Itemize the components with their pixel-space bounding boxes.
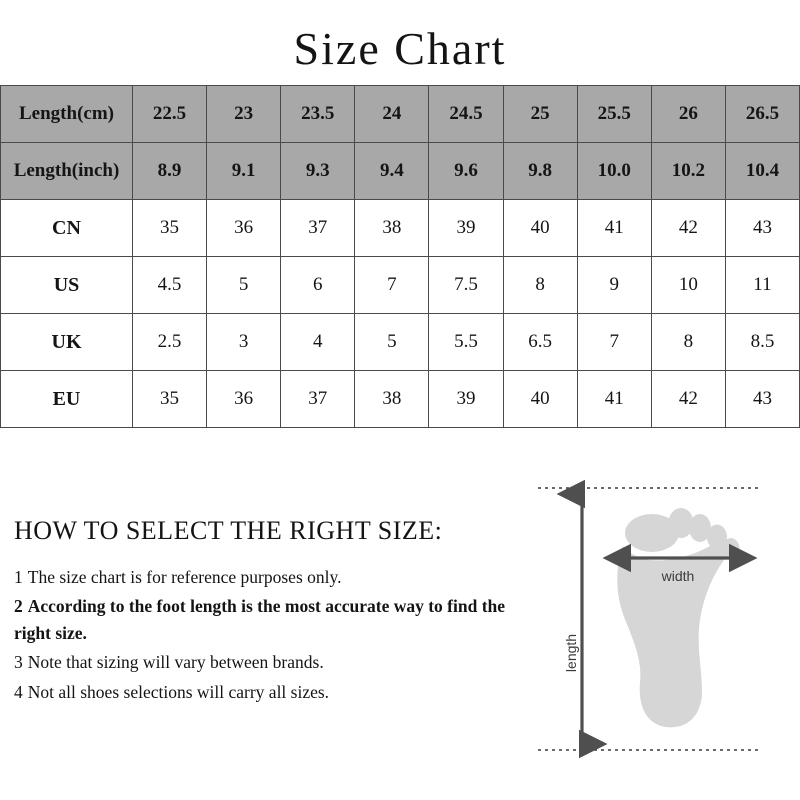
table-row — [1, 257, 800, 314]
table-row — [1, 143, 800, 200]
table-row — [1, 200, 800, 257]
cell: 39 — [429, 371, 503, 428]
page-title: Size Chart — [293, 23, 507, 74]
cell: 8 — [651, 314, 725, 371]
cell: 42 — [651, 200, 725, 257]
cell: 5 — [207, 257, 281, 314]
cell: 9.1 — [207, 143, 281, 200]
cell: 5 — [355, 314, 429, 371]
cell: 42 — [651, 371, 725, 428]
cell: 8.9 — [133, 143, 207, 200]
cell: 10.2 — [651, 143, 725, 200]
how-to-heading: HOW TO SELECT THE RIGHT SIZE: — [14, 516, 443, 545]
width-label: width — [661, 568, 695, 584]
cell: 40 — [503, 371, 577, 428]
list-item-number: 3 — [14, 652, 23, 673]
cell: 10 — [651, 257, 725, 314]
cell: 6.5 — [503, 314, 577, 371]
cell: 41 — [577, 371, 651, 428]
cell: 35 — [133, 200, 207, 257]
list-item-text: According to the foot length is the most accurate way to find the right size. — [14, 596, 506, 644]
list-item — [14, 649, 514, 676]
cell: 40 — [503, 200, 577, 257]
list-item-text: Note that sizing will vary between brands. — [27, 652, 324, 673]
cell: 22.5 — [133, 86, 207, 143]
cell: 24.5 — [429, 86, 503, 143]
lower-section — [0, 468, 800, 788]
cell: 37 — [281, 200, 355, 257]
row-label: CN — [1, 200, 133, 257]
list-item-number: 1 — [14, 567, 23, 587]
cell: 9 — [577, 257, 651, 314]
cell: 24 — [355, 86, 429, 143]
cell: 39 — [429, 200, 503, 257]
row-label: US — [1, 257, 133, 314]
row-label: Length(inch) — [1, 143, 133, 200]
table-row — [1, 86, 800, 143]
cell: 4 — [281, 314, 355, 371]
table-row — [1, 371, 800, 428]
table-row — [1, 314, 800, 371]
foot-silhouette-icon — [617, 508, 739, 727]
list-item-number: 2 — [14, 596, 23, 617]
cell: 10.4 — [725, 143, 799, 200]
length-label: length — [563, 633, 579, 673]
cell: 9.3 — [281, 143, 355, 200]
list-item — [14, 593, 514, 647]
cell: 9.4 — [355, 143, 429, 200]
cell: 23.5 — [281, 86, 355, 143]
cell: 37 — [281, 371, 355, 428]
cell: 4.5 — [133, 257, 207, 314]
list-item-text: Not all shoes selections will carry all sizes. — [27, 681, 330, 702]
row-label: UK — [1, 314, 133, 371]
cell: 26.5 — [725, 86, 799, 143]
cell: 8.5 — [725, 314, 799, 371]
cell: 25.5 — [577, 86, 651, 143]
cell: 36 — [207, 371, 281, 428]
row-label: EU — [1, 371, 133, 428]
cell: 10.0 — [577, 143, 651, 200]
cell: 7.5 — [429, 257, 503, 314]
cell: 38 — [355, 371, 429, 428]
cell: 9.6 — [429, 143, 503, 200]
cell: 43 — [725, 200, 799, 257]
cell: 7 — [355, 257, 429, 314]
cell: 25 — [503, 86, 577, 143]
cell: 2.5 — [133, 314, 207, 371]
how-to-select-block — [14, 516, 514, 708]
cell: 38 — [355, 200, 429, 257]
list-item — [14, 564, 514, 591]
cell: 7 — [577, 314, 651, 371]
foot-measurement-diagram — [510, 468, 790, 788]
how-to-list — [14, 564, 514, 706]
cell: 35 — [133, 371, 207, 428]
cell: 9.8 — [503, 143, 577, 200]
list-item-number: 4 — [14, 681, 23, 702]
cell: 41 — [577, 200, 651, 257]
cell: 6 — [281, 257, 355, 314]
list-item — [14, 679, 514, 706]
cell: 36 — [207, 200, 281, 257]
cell: 8 — [503, 257, 577, 314]
cell: 5.5 — [429, 314, 503, 371]
list-item-text: The size chart is for reference purposes only. — [27, 567, 342, 587]
cell: 23 — [207, 86, 281, 143]
row-label: Length(cm) — [1, 86, 133, 143]
cell: 43 — [725, 371, 799, 428]
cell: 3 — [207, 314, 281, 371]
size-chart-table — [0, 85, 800, 428]
cell: 26 — [651, 86, 725, 143]
cell: 11 — [725, 257, 799, 314]
